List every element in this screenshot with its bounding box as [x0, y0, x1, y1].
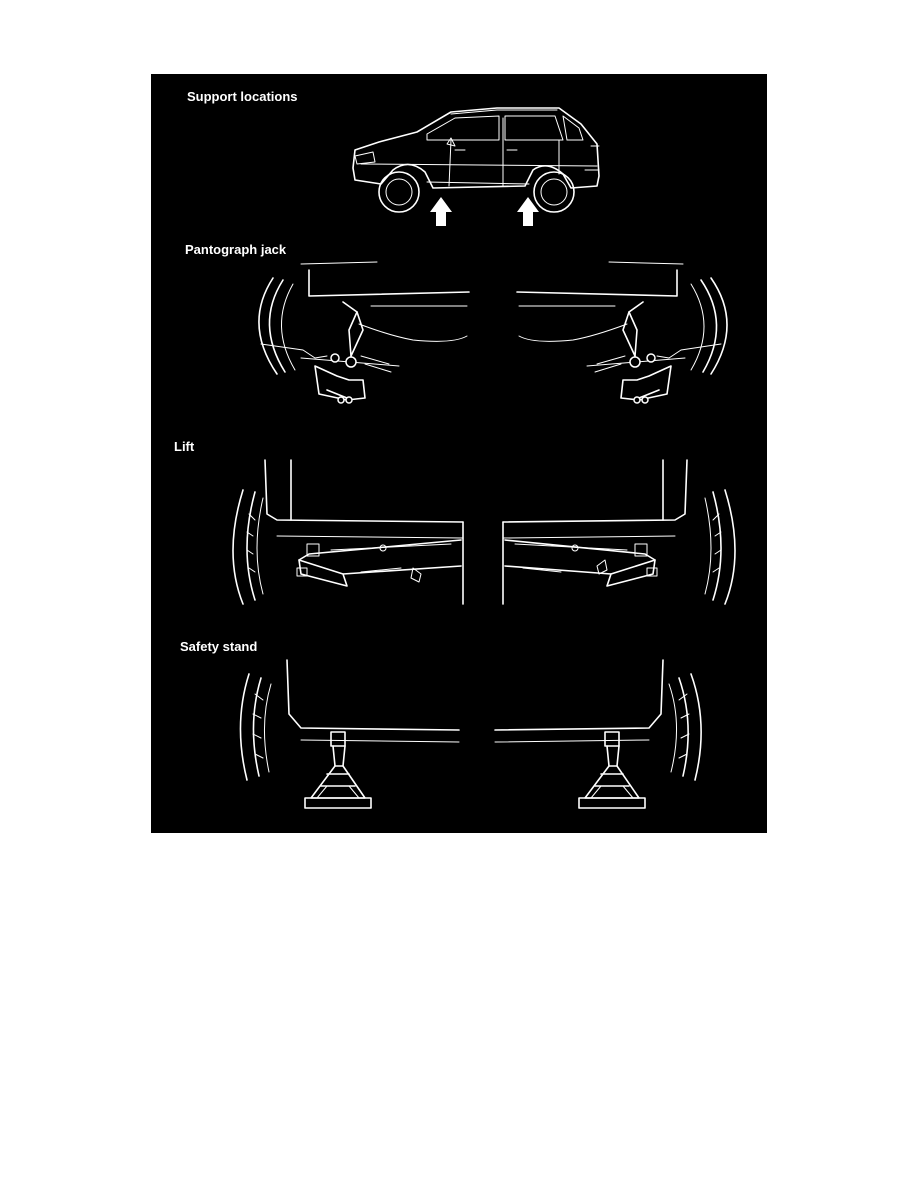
pantograph-jack-rear-illustration [517, 262, 727, 403]
lift-front-illustration [233, 460, 463, 604]
section-label-safety-stand: Safety stand [180, 639, 258, 654]
safety-stand-front-illustration [240, 660, 459, 808]
lift-rear-illustration [503, 460, 735, 604]
support-point-arrow-front [430, 197, 452, 226]
car-side-view-illustration [353, 108, 599, 212]
section-label-support-locations: Support locations [187, 89, 298, 104]
safety-stand-rear-illustration [495, 660, 701, 808]
section-label-pantograph-jack: Pantograph jack [185, 242, 287, 257]
pantograph-jack-front-illustration [259, 262, 469, 403]
support-locations-figure [151, 74, 767, 833]
illustration-canvas [151, 74, 767, 833]
section-label-lift: Lift [174, 439, 195, 454]
